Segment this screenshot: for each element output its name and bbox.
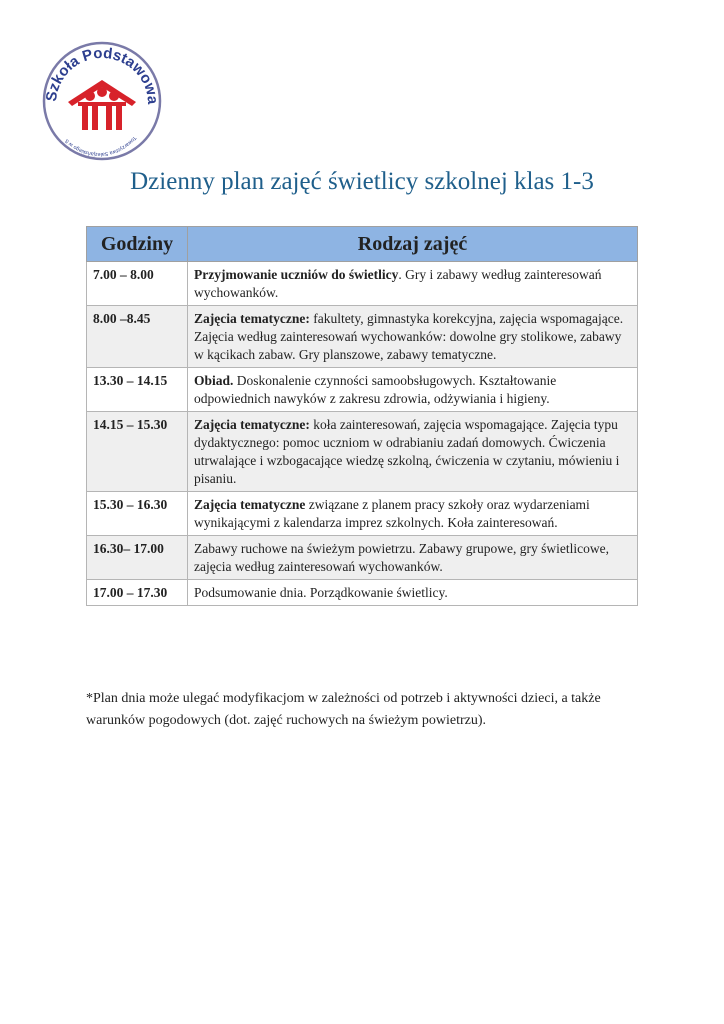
row-description [188, 536, 638, 580]
footnote: *Plan dnia może ulegać modyfikacjom w zależności od potrzeb i aktywności dzieci, a także warunków pogodowych (dot. zajęć ruchowych na świeżym powietrzu). [86, 691, 601, 728]
row-hours: 13.30 – 14.15 [87, 368, 188, 412]
header-activity-type: Rodzaj zajęć [188, 227, 638, 262]
table-row [87, 536, 638, 580]
logo-top-text: Szkoła Podstawowa [42, 44, 162, 105]
row-description [188, 492, 638, 536]
table-row [87, 580, 638, 606]
school-logo [38, 40, 166, 162]
header-hours: Godziny [87, 227, 188, 262]
row-description-text: związane z planem pracy szkoły oraz wydarzeniami wynikającymi z kalendarza imprez szkolnych. Koła zainteresowań. [194, 497, 590, 530]
row-hours: 7.00 – 8.00 [87, 262, 188, 306]
schedule-table [86, 226, 638, 606]
row-hours: 8.00 –8.45 [87, 306, 188, 368]
row-description [188, 368, 638, 412]
row-description-text: Zabawy ruchowe na świeżym powietrzu. Zabawy grupowe, gry świetlicowe, zajęcia według zainteresowań wychowanków. [194, 541, 609, 574]
table-row [87, 306, 638, 368]
row-description-bold: Zajęcia tematyczne: [194, 417, 310, 432]
table-header-row [87, 227, 638, 262]
row-description-text: koła zainteresowań, zajęcia wspomagające. Zajęcia typu dydaktycznego: pomoc uczniom w odrabianiu zadań domowych. Ćwiczenia utrwalające i wzbogacające wiedzę szkolną, ćwiczenia w czytaniu, mówieniu i pisaniu. [194, 417, 620, 486]
row-description-text: . Gry i zabawy według zainteresowań wychowanków. [194, 267, 602, 300]
row-description-bold: Przyjmowanie uczniów do świetlicy [194, 267, 399, 282]
row-description-bold: Zajęcia tematyczne [194, 497, 306, 512]
page-title: Dzienny plan zajęć świetlicy szkolnej klas 1-3 [130, 168, 594, 195]
row-hours: 16.30– 17.00 [87, 536, 188, 580]
table-row [87, 492, 638, 536]
row-description-bold: Zajęcia tematyczne: [194, 311, 310, 326]
row-description [188, 580, 638, 606]
table-row [87, 262, 638, 306]
table-row [87, 412, 638, 492]
row-description-text: fakultety, gimnastyka korekcyjna, zajęcia wspomagające. Zajęcia według zainteresowań wychowanków: dowolne gry stolikowe, zabawy w kącikach zabaw. Gry planszowe, zabawy tematyczne. [194, 311, 624, 362]
row-hours: 15.30 – 16.30 [87, 492, 188, 536]
logo-bottom-text: Towarzystwa Salezjańskiego w S [64, 134, 138, 158]
row-description [188, 262, 638, 306]
row-hours: 14.15 – 15.30 [87, 412, 188, 492]
row-description [188, 412, 638, 492]
table-row [87, 368, 638, 412]
row-description-text: Podsumowanie dnia. Porządkowanie świetlicy. [194, 585, 448, 600]
row-hours: 17.00 – 17.30 [87, 580, 188, 606]
row-description [188, 306, 638, 368]
row-description-text: Doskonalenie czynności samoobsługowych. Kształtowanie odpowiednich nawyków z zakresu zdrowia, odżywiania i higieny. [194, 373, 557, 406]
row-description-bold: Obiad. [194, 373, 234, 388]
